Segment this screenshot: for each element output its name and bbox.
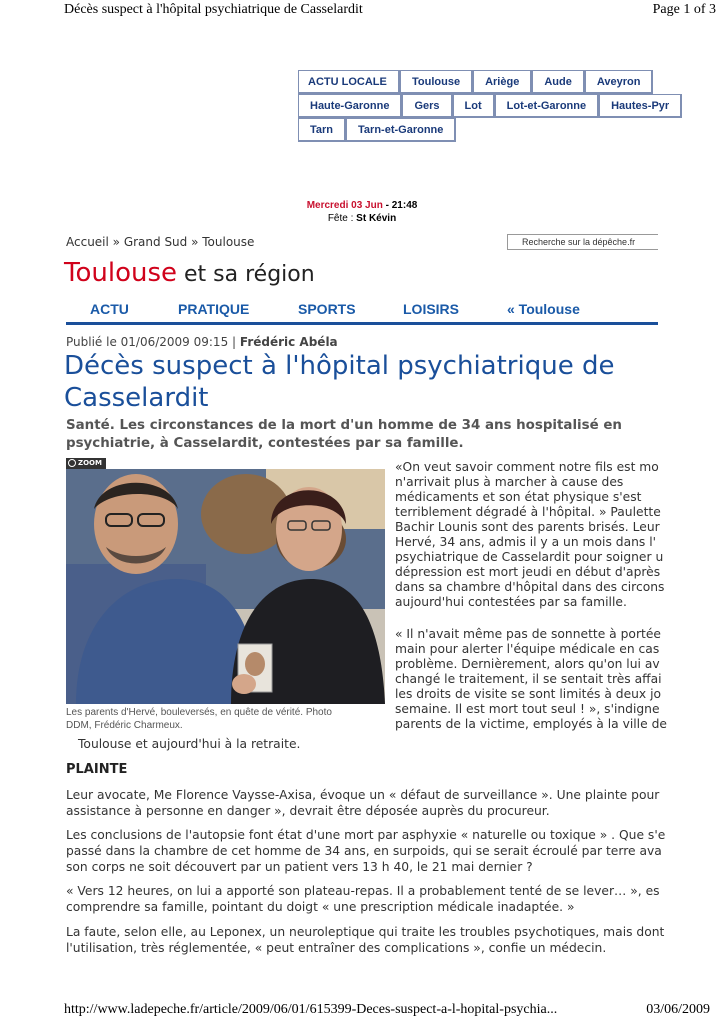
publish-date: Publié le 01/06/2009 09:15 |	[66, 335, 240, 349]
print-footer-date: 03/06/2009	[646, 1002, 710, 1017]
article-headline: Décès suspect à l'hôpital psychiatrique de Casselardit	[64, 351, 615, 413]
article-paragraph-4: La faute, selon elle, au Leponex, un neuroleptique qui traite les troubles psychotiques, mais dont l'utilisation, très réglementée, « peut entraîner des complications », confie un médecin.	[66, 925, 665, 955]
photo-caption: Les parents d'Hervé, bouleversés, en quête de vérité. Photo DDM, Frédéric Charmeux.	[66, 707, 332, 731]
article-photo[interactable]	[66, 469, 385, 704]
current-time: 21:48	[391, 200, 418, 211]
nav-pratique[interactable]: PRATIQUE	[178, 301, 250, 317]
article-paragraph-continuation: Toulouse et aujourd'hui à la retraite.	[78, 737, 301, 751]
article-paragraph-2: Les conclusions de l'autopsie font état d'une mort par asphyxie « naturelle ou toxique » . Que s'e passé dans la chambre de cet homme de 34 ans, en surpoids, qui se serait écroulé par terre ava son corps ne soit découvert par un patient vers 13 h 40, le 21 mai dernier ?	[66, 828, 666, 874]
subhead-plainte: PLAINTE	[66, 762, 128, 777]
nav-loisirs[interactable]: LOISIRS	[403, 301, 460, 317]
region-tab-aveyron[interactable]: Aveyron	[585, 70, 654, 94]
article-paragraph-quote-1: «On veut savoir comment notre fils est mo n'arrivait plus à marcher à cause des médicaments et son état physique s'est terriblement dégradé à l'hôpital. » Paulette Bachir Lounis sont des parents brisés. Leur Hervé, 34 ans, admis il y a un mois dans l' psychiatrique de Casselardit pour soigner u dépression est mort jeudi en début d'après dans sa chambre d'hôpital dans des circons aujourd'hui contestées par sa famille.	[395, 460, 665, 609]
region-tab-hautes-pyrenees[interactable]: Hautes-Pyr	[599, 94, 682, 118]
region-tab-haute-garonne[interactable]: Haute-Garonne	[298, 94, 402, 118]
section-nav	[66, 301, 658, 325]
section-title-city: Toulouse	[64, 258, 178, 288]
print-footer	[0, 1002, 724, 1022]
article-paragraph-quote-2: « Il n'avait même pas de sonnette à portée main pour alerter l'équipe médicale en cas problème. Dernièrement, alors qu'on lui av changé le traitement, il se sentait très affai les droits de visite se sont limités à deux jo semaine. Il est mort tout seul ! », s'indigne parents de la victime, employés à la ville de	[395, 627, 667, 731]
article-paragraph-3: « Vers 12 heures, on lui a apporté son plateau-repas. Il a probablement tenté de se lever… », es comprendre sa famille, pointant du doigt « une prescription médicale inadaptée. »	[66, 884, 660, 914]
print-page-number: Page 1 of 3	[652, 2, 716, 17]
nav-back-toulouse[interactable]: « Toulouse	[507, 301, 580, 317]
current-date: Mercredi 03 Jun	[306, 200, 383, 211]
publication-info	[66, 335, 338, 349]
region-tab-ariege[interactable]: Ariège	[473, 70, 532, 94]
search-input[interactable]: Recherche sur la dépêche.fr	[507, 234, 658, 250]
print-header	[0, 2, 724, 22]
region-tab-tarn[interactable]: Tarn	[298, 118, 346, 142]
print-header-title: Décès suspect à l'hôpital psychiatrique de Casselardit	[64, 2, 363, 17]
article-paragraph-1: Leur avocate, Me Florence Vaysse-Axisa, évoque un « défaut de surveillance ». Une plainte pour assistance à personne en danger », devrait être déposée auprès du procureur.	[66, 788, 660, 818]
article-author[interactable]: Frédéric Abéla	[239, 335, 338, 349]
section-title	[64, 258, 315, 288]
fete-label: Fête :	[327, 213, 357, 224]
region-tab-aude[interactable]: Aude	[532, 70, 585, 94]
region-tab-actu-locale[interactable]: ACTU LOCALE	[298, 70, 400, 94]
dateline: Mercredi 03 Jun - 21:48 Fête : St Kévin	[306, 200, 418, 224]
region-nav	[298, 70, 670, 142]
breadcrumb[interactable]: Accueil » Grand Sud » Toulouse	[66, 235, 255, 249]
magnifier-icon	[68, 459, 76, 467]
region-tab-lot[interactable]: Lot	[453, 94, 495, 118]
fete-saint: St Kévin	[356, 213, 397, 224]
nav-sports[interactable]: SPORTS	[298, 301, 356, 317]
article-lead: Santé. Les circonstances de la mort d'un homme de 34 ans hospitalisé en psychiatrie, à Casselardit, contestées par sa famille.	[66, 418, 622, 451]
section-title-rest: et sa région	[177, 262, 315, 287]
region-tab-toulouse[interactable]: Toulouse	[400, 70, 473, 94]
parents-photo-illustration	[66, 469, 385, 704]
region-tab-tarn-et-garonne[interactable]: Tarn-et-Garonne	[346, 118, 456, 142]
print-footer-url: http://www.ladepeche.fr/article/2009/06/01/615399-Deces-suspect-a-l-hopital-psychia...	[64, 1002, 558, 1017]
region-tab-gers[interactable]: Gers	[402, 94, 452, 118]
nav-actu[interactable]: ACTU	[90, 301, 129, 317]
region-tab-lot-et-garonne[interactable]: Lot-et-Garonne	[495, 94, 599, 118]
zoom-button[interactable]: ZOOM	[66, 458, 106, 469]
